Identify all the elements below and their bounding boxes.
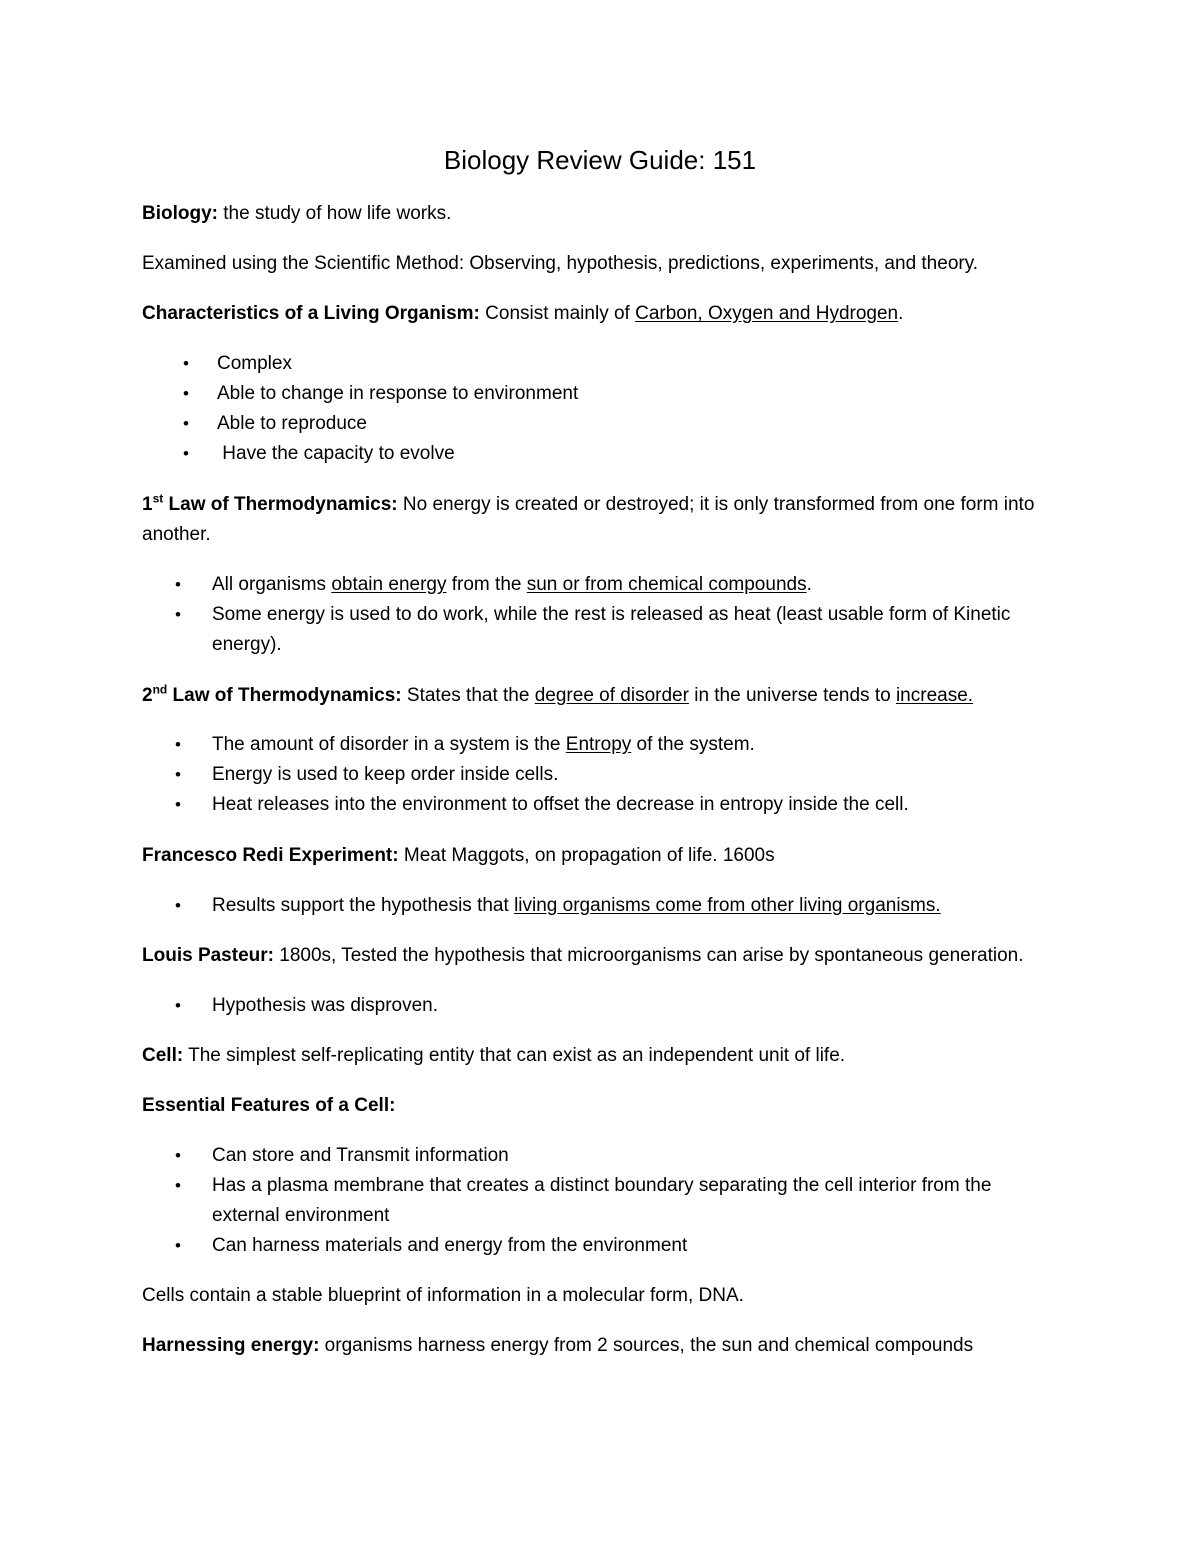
underlined-text: sun or from chemical compounds	[526, 574, 807, 595]
pasteur-list	[142, 991, 1057, 1021]
bullet-icon: •	[175, 1176, 181, 1195]
definition-text: The simplest self-replicating entity that can exist as an independent unit of life.	[183, 1045, 846, 1066]
superscript: nd	[152, 682, 168, 697]
paragraph-text: organisms harness energy from 2 sources, the sun and chemical compounds	[319, 1335, 974, 1356]
bullet-icon: •	[175, 605, 181, 624]
list-item-text: The amount of disorder in a system is the	[212, 734, 566, 755]
list-item	[142, 760, 1057, 790]
bullet-icon: •	[175, 795, 181, 814]
harnessing-energy-line	[142, 1331, 1057, 1361]
list-item-text: Able to reproduce	[217, 413, 367, 434]
second-law-list	[142, 730, 1057, 820]
list-item-text: of the system.	[631, 734, 755, 755]
paragraph-text: Meat Maggots, on propagation of life. 1600s	[398, 845, 775, 866]
term-label: Biology:	[142, 203, 218, 224]
term-label	[142, 491, 398, 515]
redi-paragraph	[142, 841, 1057, 871]
list-item-text: Heat releases into the environment to offset the decrease in entropy inside the cell.	[212, 794, 909, 815]
list-item-text: from the	[446, 574, 527, 595]
scientific-method-line: Examined using the Scientific Method: Observing, hypothesis, predictions, experiments, and theory.	[142, 253, 979, 274]
characteristics-list	[142, 349, 1057, 469]
underlined-text: Entropy	[565, 734, 632, 755]
law-number: 2	[142, 685, 153, 706]
dna-line: Cells contain a stable blueprint of information in a molecular form, DNA.	[142, 1285, 744, 1306]
first-law-paragraph	[142, 490, 1057, 550]
list-item-text: Results support the hypothesis that	[212, 895, 515, 916]
list-item-text: Has a plasma membrane that creates a distinct boundary separating the cell interior from the external environment	[212, 1175, 992, 1226]
list-item-text: Complex	[217, 353, 292, 374]
bullet-icon: •	[183, 384, 189, 403]
underlined-text: obtain energy	[331, 574, 447, 595]
list-item	[142, 349, 1057, 379]
term-label: Francesco Redi Experiment:	[142, 845, 399, 866]
list-item	[142, 570, 1057, 600]
paragraph-text: 1800s, Tested the hypothesis that microorganisms can arise by spontaneous generation.	[273, 945, 1024, 966]
cell-definition	[142, 1041, 1057, 1071]
term-label: Characteristics of a Living Organism:	[142, 303, 480, 324]
list-item-text: All organisms	[212, 574, 332, 595]
list-item	[142, 1141, 1057, 1171]
term-label: Louis Pasteur:	[142, 945, 274, 966]
list-item	[142, 891, 1057, 921]
list-item-text: .	[806, 574, 812, 595]
law-number: 1	[142, 494, 153, 515]
list-item-text: Able to change in response to environment	[217, 383, 579, 404]
essential-features-list	[142, 1141, 1057, 1261]
list-item	[142, 1231, 1057, 1261]
list-item	[142, 1171, 1057, 1231]
underlined-text: Carbon, Oxygen and Hydrogen	[635, 303, 899, 324]
term-label: Harnessing energy:	[142, 1335, 320, 1356]
first-law-list	[142, 570, 1057, 660]
paragraph-text: in the universe tends to	[688, 685, 896, 706]
bullet-icon: •	[183, 354, 189, 373]
term-label-text: Law of Thermodynamics:	[167, 685, 402, 706]
paragraph-text: States that the	[401, 685, 535, 706]
list-item	[142, 991, 1057, 1021]
definition-text: the study of how life works.	[218, 203, 452, 224]
bullet-icon: •	[183, 414, 189, 433]
bullet-icon: •	[175, 896, 181, 915]
list-item-text: Have the capacity to evolve	[217, 443, 455, 464]
superscript: st	[152, 491, 164, 506]
second-law-paragraph	[142, 681, 1057, 711]
characteristics-heading	[142, 299, 1057, 329]
list-item-text: Energy is used to keep order inside cells.	[212, 764, 559, 785]
term-label-text: Law of Thermodynamics:	[163, 494, 398, 515]
underlined-text: living organisms come from other living organisms.	[514, 895, 941, 916]
biology-definition	[142, 199, 1057, 229]
bullet-icon: •	[175, 996, 181, 1015]
bullet-icon: •	[175, 1236, 181, 1255]
term-label	[142, 682, 402, 706]
list-item-text: Can store and Transmit information	[212, 1145, 509, 1166]
bullet-icon: •	[175, 575, 181, 594]
paragraph-text: No energy is created or destroyed; it is only transformed from one form into another.	[142, 494, 1035, 545]
list-item	[142, 600, 1057, 660]
underlined-text: increase.	[895, 685, 974, 706]
list-item	[142, 379, 1057, 409]
bullet-icon: •	[183, 444, 189, 463]
list-item	[142, 439, 1057, 469]
term-label: Essential Features of a Cell:	[142, 1095, 396, 1116]
list-item-text: Hypothesis was disproven.	[212, 995, 438, 1016]
paragraph-text: .	[898, 303, 904, 324]
paragraph-text: Consist mainly of	[479, 303, 636, 324]
list-item	[142, 730, 1057, 760]
essential-features-heading	[142, 1091, 1057, 1121]
list-item	[142, 790, 1057, 820]
list-item-text: Some energy is used to do work, while the rest is released as heat (least usable form of Kinetic energy).	[212, 604, 1011, 655]
term-label: Cell:	[142, 1045, 184, 1066]
bullet-icon: •	[175, 735, 181, 754]
underlined-text: degree of disorder	[534, 685, 689, 706]
list-item	[142, 409, 1057, 439]
redi-list	[142, 891, 1057, 921]
bullet-icon: •	[175, 1146, 181, 1165]
bullet-icon: •	[175, 765, 181, 784]
pasteur-paragraph	[142, 941, 1057, 971]
list-item-text: Can harness materials and energy from the environment	[212, 1235, 688, 1256]
page-title: Biology Review Guide: 151	[443, 145, 757, 175]
